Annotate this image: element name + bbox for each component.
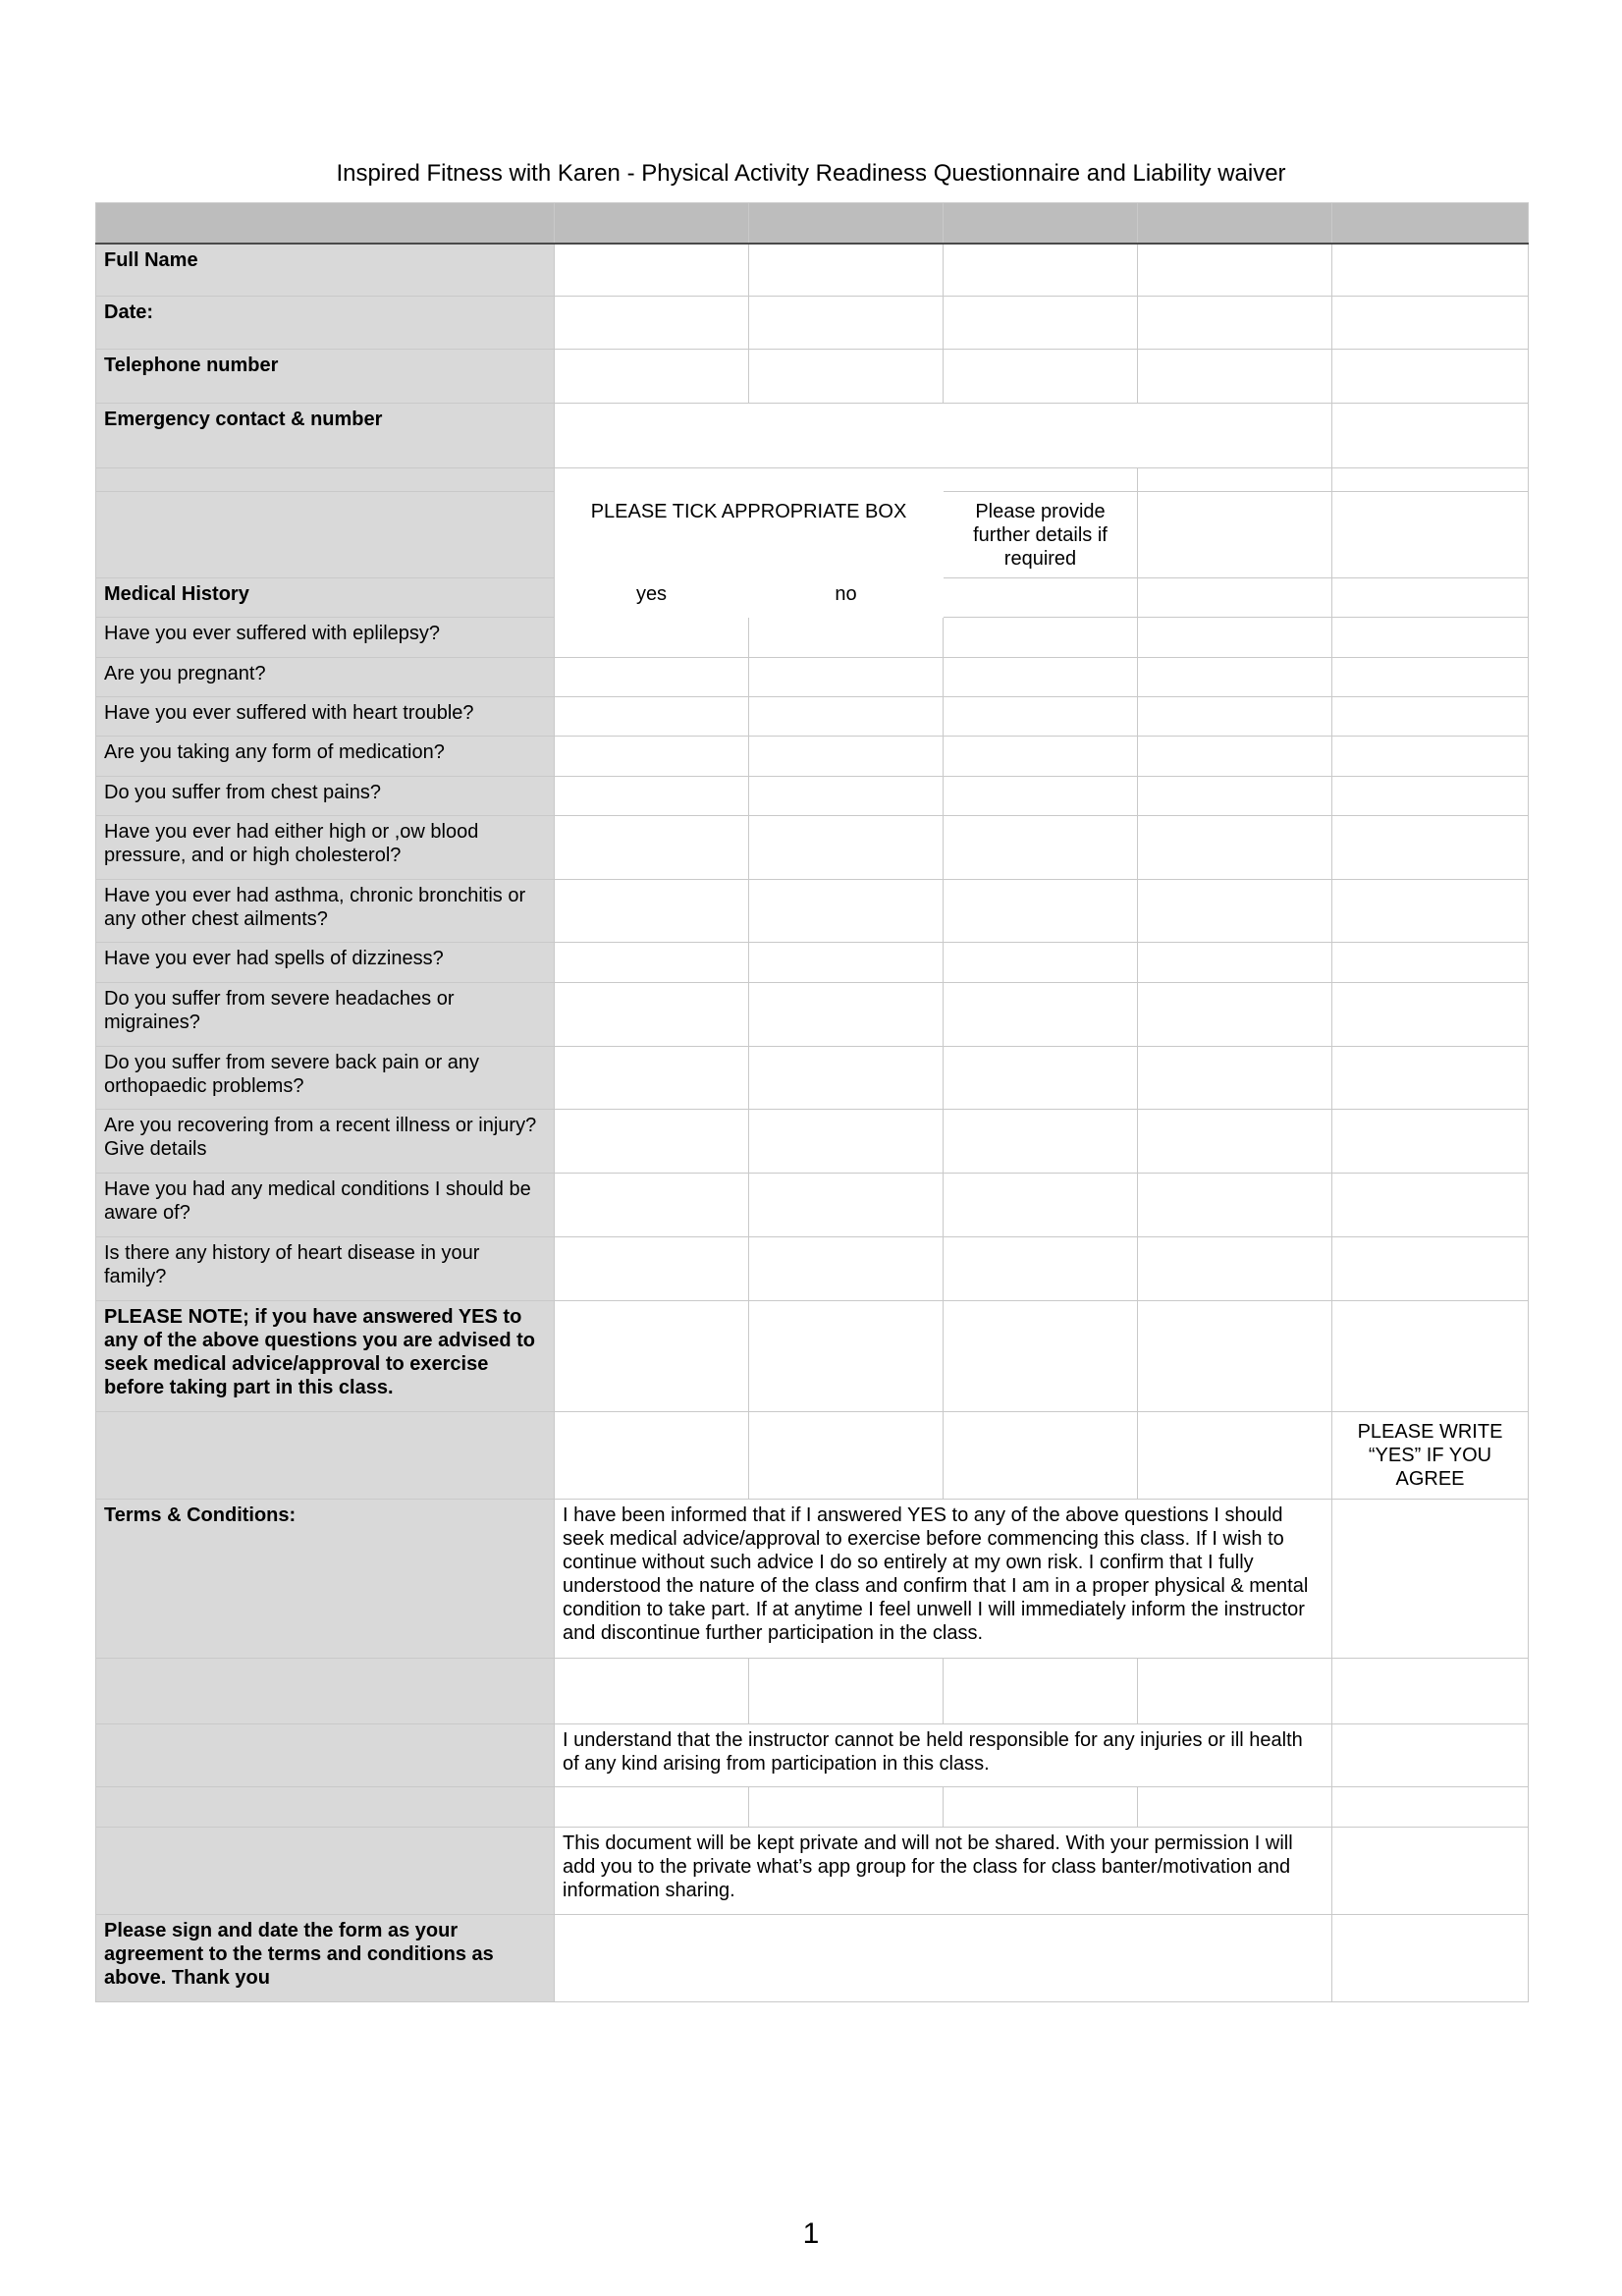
details-input-cell[interactable] bbox=[944, 816, 1138, 880]
blank-cell bbox=[1138, 1301, 1332, 1412]
date-input-cell[interactable] bbox=[1138, 297, 1332, 350]
full-name-row bbox=[96, 244, 1529, 297]
yes-checkbox-cell[interactable] bbox=[555, 658, 749, 697]
yes-checkbox-cell[interactable] bbox=[555, 816, 749, 880]
blank-cell bbox=[1332, 1047, 1529, 1110]
yes-checkbox-cell[interactable] bbox=[555, 943, 749, 983]
question-row bbox=[96, 983, 1529, 1047]
agree-input-cell[interactable] bbox=[1332, 1500, 1529, 1659]
details-input-cell[interactable] bbox=[944, 618, 1138, 658]
no-checkbox-cell[interactable] bbox=[749, 737, 944, 777]
liability-row bbox=[96, 1724, 1529, 1787]
blank-cell bbox=[1138, 697, 1332, 737]
no-checkbox-cell[interactable] bbox=[749, 943, 944, 983]
document-title: Inspired Fitness with Karen - Physical Activity Readiness Questionnaire and Liability waiver bbox=[336, 160, 1286, 187]
blank-label bbox=[96, 1787, 555, 1828]
blank-cell bbox=[1332, 404, 1529, 468]
spacer-label bbox=[96, 468, 555, 492]
blank-cell bbox=[1138, 492, 1332, 578]
blank-cell bbox=[1138, 578, 1332, 618]
header-cell bbox=[944, 203, 1138, 244]
details-input-cell[interactable] bbox=[944, 1237, 1138, 1301]
details-input-cell[interactable] bbox=[944, 1110, 1138, 1174]
date-input-cell[interactable] bbox=[555, 297, 749, 350]
question-label: Have you ever suffered with eplilepsy? bbox=[96, 618, 555, 658]
no-checkbox-cell[interactable] bbox=[749, 880, 944, 943]
emergency-row bbox=[96, 404, 1529, 468]
blank-cell bbox=[1138, 737, 1332, 777]
signature-label: Please sign and date the form as your agreement to the terms and conditions as above. Thank you bbox=[96, 1915, 555, 2002]
header-cell bbox=[1332, 203, 1529, 244]
blank-cell bbox=[1332, 578, 1529, 618]
full-name-input-cell[interactable] bbox=[944, 244, 1138, 297]
question-row bbox=[96, 618, 1529, 658]
blank-cell bbox=[555, 468, 944, 492]
telephone-input-cell[interactable] bbox=[749, 350, 944, 404]
question-label: Are you recovering from a recent illness or injury? Give details bbox=[96, 1110, 555, 1174]
blank-cell bbox=[1138, 943, 1332, 983]
no-checkbox-cell[interactable] bbox=[749, 816, 944, 880]
no-checkbox-cell[interactable] bbox=[749, 1047, 944, 1110]
blank-cell bbox=[1332, 1237, 1529, 1301]
header-cell bbox=[1138, 203, 1332, 244]
yes-column-label: yes bbox=[555, 578, 749, 618]
blank-cell bbox=[1138, 1412, 1332, 1500]
blank-cell bbox=[944, 1659, 1138, 1724]
yes-checkbox-cell[interactable] bbox=[555, 1110, 749, 1174]
question-label: Do you suffer from severe headaches or migraines? bbox=[96, 983, 555, 1047]
yes-checkbox-cell[interactable] bbox=[555, 777, 749, 816]
no-column-label: no bbox=[749, 578, 944, 618]
privacy-row bbox=[96, 1828, 1529, 1915]
page-number: 1 bbox=[802, 2217, 820, 2250]
details-input-cell[interactable] bbox=[944, 1047, 1138, 1110]
blank-cell bbox=[1332, 618, 1529, 658]
header-cell bbox=[555, 203, 749, 244]
yes-checkbox-cell[interactable] bbox=[555, 880, 749, 943]
no-checkbox-cell[interactable] bbox=[749, 1110, 944, 1174]
yes-checkbox-cell[interactable] bbox=[555, 1174, 749, 1237]
blank-cell bbox=[1332, 1787, 1529, 1828]
blank-cell bbox=[1332, 1915, 1529, 2002]
no-checkbox-cell[interactable] bbox=[749, 983, 944, 1047]
signature-row bbox=[96, 1915, 1529, 2002]
full-name-input-cell[interactable] bbox=[1138, 244, 1332, 297]
spacer-row bbox=[96, 1659, 1529, 1724]
agree-header-row bbox=[96, 1412, 1529, 1500]
medical-history-row bbox=[96, 578, 1529, 618]
question-row bbox=[96, 737, 1529, 777]
details-input-cell[interactable] bbox=[944, 880, 1138, 943]
question-row bbox=[96, 1047, 1529, 1110]
blank-cell bbox=[1138, 816, 1332, 880]
no-checkbox-cell[interactable] bbox=[749, 777, 944, 816]
header-row bbox=[96, 203, 1529, 244]
question-row bbox=[96, 697, 1529, 737]
full-name-input-cell[interactable] bbox=[555, 244, 749, 297]
full-name-input-cell[interactable] bbox=[1332, 244, 1529, 297]
blank-cell bbox=[944, 1787, 1138, 1828]
blank-cell bbox=[1138, 1174, 1332, 1237]
tick-instruction-row bbox=[96, 492, 1529, 578]
blank-cell bbox=[555, 1412, 749, 1500]
blank-cell bbox=[1138, 468, 1332, 492]
blank-cell bbox=[1332, 1110, 1529, 1174]
blank-cell bbox=[1332, 1659, 1529, 1724]
privacy-text: This document will be kept private and will not be shared. With your permission I will add you to the private what’s app group for the class for class banter/motivation and information sharing. bbox=[555, 1828, 1332, 1915]
blank-cell bbox=[1332, 880, 1529, 943]
question-row bbox=[96, 1110, 1529, 1174]
blank-cell bbox=[555, 1787, 749, 1828]
question-label: Are you taking any form of medication? bbox=[96, 737, 555, 777]
emergency-label: Emergency contact & number bbox=[96, 404, 555, 468]
blank-cell bbox=[1138, 777, 1332, 816]
yes-checkbox-cell[interactable] bbox=[555, 697, 749, 737]
telephone-input-cell[interactable] bbox=[944, 350, 1138, 404]
question-label: Is there any history of heart disease in your family? bbox=[96, 1237, 555, 1301]
details-input-cell[interactable] bbox=[944, 697, 1138, 737]
question-row bbox=[96, 1237, 1529, 1301]
blank-cell bbox=[1332, 468, 1529, 492]
blank-label bbox=[96, 1659, 555, 1724]
no-checkbox-cell[interactable] bbox=[749, 1174, 944, 1237]
question-label: Are you pregnant? bbox=[96, 658, 555, 697]
emergency-input-cell[interactable] bbox=[555, 404, 1332, 468]
blank-cell bbox=[1332, 737, 1529, 777]
please-note-label: PLEASE NOTE; if you have answered YES to any of the above questions you are advised to seek medical advice/approval to exercise before taking part in this class. bbox=[96, 1301, 555, 1412]
agree-input-cell[interactable] bbox=[1332, 1724, 1529, 1787]
blank-cell bbox=[1138, 618, 1332, 658]
telephone-input-cell[interactable] bbox=[555, 350, 749, 404]
question-label: Do you suffer from chest pains? bbox=[96, 777, 555, 816]
date-label: Date: bbox=[96, 297, 555, 350]
blank-cell bbox=[1138, 1237, 1332, 1301]
full-name-input-cell[interactable] bbox=[749, 244, 944, 297]
medical-history-label: Medical History bbox=[96, 578, 555, 618]
blank-cell bbox=[944, 1301, 1138, 1412]
blank-label bbox=[96, 492, 555, 578]
no-checkbox-cell[interactable] bbox=[749, 658, 944, 697]
blank-label bbox=[96, 1828, 555, 1915]
questionnaire-table bbox=[95, 202, 1529, 2002]
spacer-row bbox=[96, 468, 1529, 492]
blank-cell bbox=[555, 1301, 749, 1412]
blank-label bbox=[96, 1412, 555, 1500]
telephone-input-cell[interactable] bbox=[1138, 350, 1332, 404]
question-label: Have you ever had asthma, chronic bronchitis or any other chest ailments? bbox=[96, 880, 555, 943]
telephone-row bbox=[96, 350, 1529, 404]
blank-cell bbox=[1332, 777, 1529, 816]
details-instruction: Please provide further details if required bbox=[944, 492, 1138, 578]
blank-cell bbox=[1332, 658, 1529, 697]
question-row bbox=[96, 1174, 1529, 1237]
liability-text: I understand that the instructor cannot be held responsible for any injuries or ill health of any kind arising from participation in this class. bbox=[555, 1724, 1332, 1787]
question-row bbox=[96, 777, 1529, 816]
yes-checkbox-cell[interactable] bbox=[555, 618, 749, 658]
agree-instruction: PLEASE WRITE “YES” IF YOU AGREE bbox=[1332, 1412, 1529, 1500]
details-input-cell[interactable] bbox=[944, 658, 1138, 697]
question-label: Have you ever had either high or ,ow blood pressure, and or high cholesterol? bbox=[96, 816, 555, 880]
details-input-cell[interactable] bbox=[944, 983, 1138, 1047]
yes-checkbox-cell[interactable] bbox=[555, 737, 749, 777]
blank-cell bbox=[1332, 943, 1529, 983]
blank-cell bbox=[1138, 658, 1332, 697]
blank-label bbox=[96, 1724, 555, 1787]
question-label: Have you ever suffered with heart trouble? bbox=[96, 697, 555, 737]
full-name-label: Full Name bbox=[96, 244, 555, 297]
tick-instruction: PLEASE TICK APPROPRIATE BOX bbox=[555, 492, 944, 578]
blank-cell bbox=[749, 1301, 944, 1412]
details-input-cell[interactable] bbox=[944, 737, 1138, 777]
date-input-cell[interactable] bbox=[944, 297, 1138, 350]
question-row bbox=[96, 658, 1529, 697]
yes-checkbox-cell[interactable] bbox=[555, 1047, 749, 1110]
date-row bbox=[96, 297, 1529, 350]
header-cell bbox=[96, 203, 555, 244]
date-input-cell[interactable] bbox=[1332, 297, 1529, 350]
blank-cell bbox=[749, 1787, 944, 1828]
blank-cell bbox=[749, 1412, 944, 1500]
details-input-cell[interactable] bbox=[944, 943, 1138, 983]
question-row bbox=[96, 880, 1529, 943]
blank-cell bbox=[1138, 1110, 1332, 1174]
question-row bbox=[96, 816, 1529, 880]
blank-cell bbox=[1332, 1301, 1529, 1412]
date-input-cell[interactable] bbox=[749, 297, 944, 350]
blank-cell bbox=[1332, 492, 1529, 578]
blank-cell bbox=[749, 1659, 944, 1724]
blank-cell bbox=[944, 578, 1138, 618]
signature-input-cell[interactable] bbox=[555, 1915, 1332, 2002]
details-input-cell[interactable] bbox=[944, 1174, 1138, 1237]
blank-cell bbox=[1332, 697, 1529, 737]
blank-cell bbox=[944, 1412, 1138, 1500]
blank-cell bbox=[1138, 1659, 1332, 1724]
yes-checkbox-cell[interactable] bbox=[555, 983, 749, 1047]
no-checkbox-cell[interactable] bbox=[749, 618, 944, 658]
spacer-row bbox=[96, 1787, 1529, 1828]
blank-cell bbox=[1138, 880, 1332, 943]
blank-cell bbox=[1332, 816, 1529, 880]
terms-row bbox=[96, 1500, 1529, 1659]
no-checkbox-cell[interactable] bbox=[749, 1237, 944, 1301]
agree-input-cell[interactable] bbox=[1332, 1828, 1529, 1915]
telephone-label: Telephone number bbox=[96, 350, 555, 404]
blank-cell bbox=[1138, 983, 1332, 1047]
terms-label: Terms & Conditions: bbox=[96, 1500, 555, 1659]
blank-cell bbox=[555, 1659, 749, 1724]
blank-cell bbox=[1138, 1787, 1332, 1828]
question-label: Do you suffer from severe back pain or any orthopaedic problems? bbox=[96, 1047, 555, 1110]
no-checkbox-cell[interactable] bbox=[749, 697, 944, 737]
telephone-input-cell[interactable] bbox=[1332, 350, 1529, 404]
blank-cell bbox=[944, 468, 1138, 492]
note-row bbox=[96, 1301, 1529, 1412]
terms-text: I have been informed that if I answered YES to any of the above questions I should seek medical advice/approval to exercise before commencing this class. If I wish to continue without such advice I do so entirely at my own risk. I confirm that I fully understood the nature of the class and confirm that I am in a proper physical & mental condition to take part. If at anytime I feel unwell I will immediately inform the instructor and discontinue further participation in the class. bbox=[555, 1500, 1332, 1659]
question-row bbox=[96, 943, 1529, 983]
question-label: Have you ever had spells of dizziness? bbox=[96, 943, 555, 983]
blank-cell bbox=[1332, 1174, 1529, 1237]
header-cell bbox=[749, 203, 944, 244]
yes-checkbox-cell[interactable] bbox=[555, 1237, 749, 1301]
question-label: Have you had any medical conditions I should be aware of? bbox=[96, 1174, 555, 1237]
blank-cell bbox=[1332, 983, 1529, 1047]
details-input-cell[interactable] bbox=[944, 777, 1138, 816]
blank-cell bbox=[1138, 1047, 1332, 1110]
